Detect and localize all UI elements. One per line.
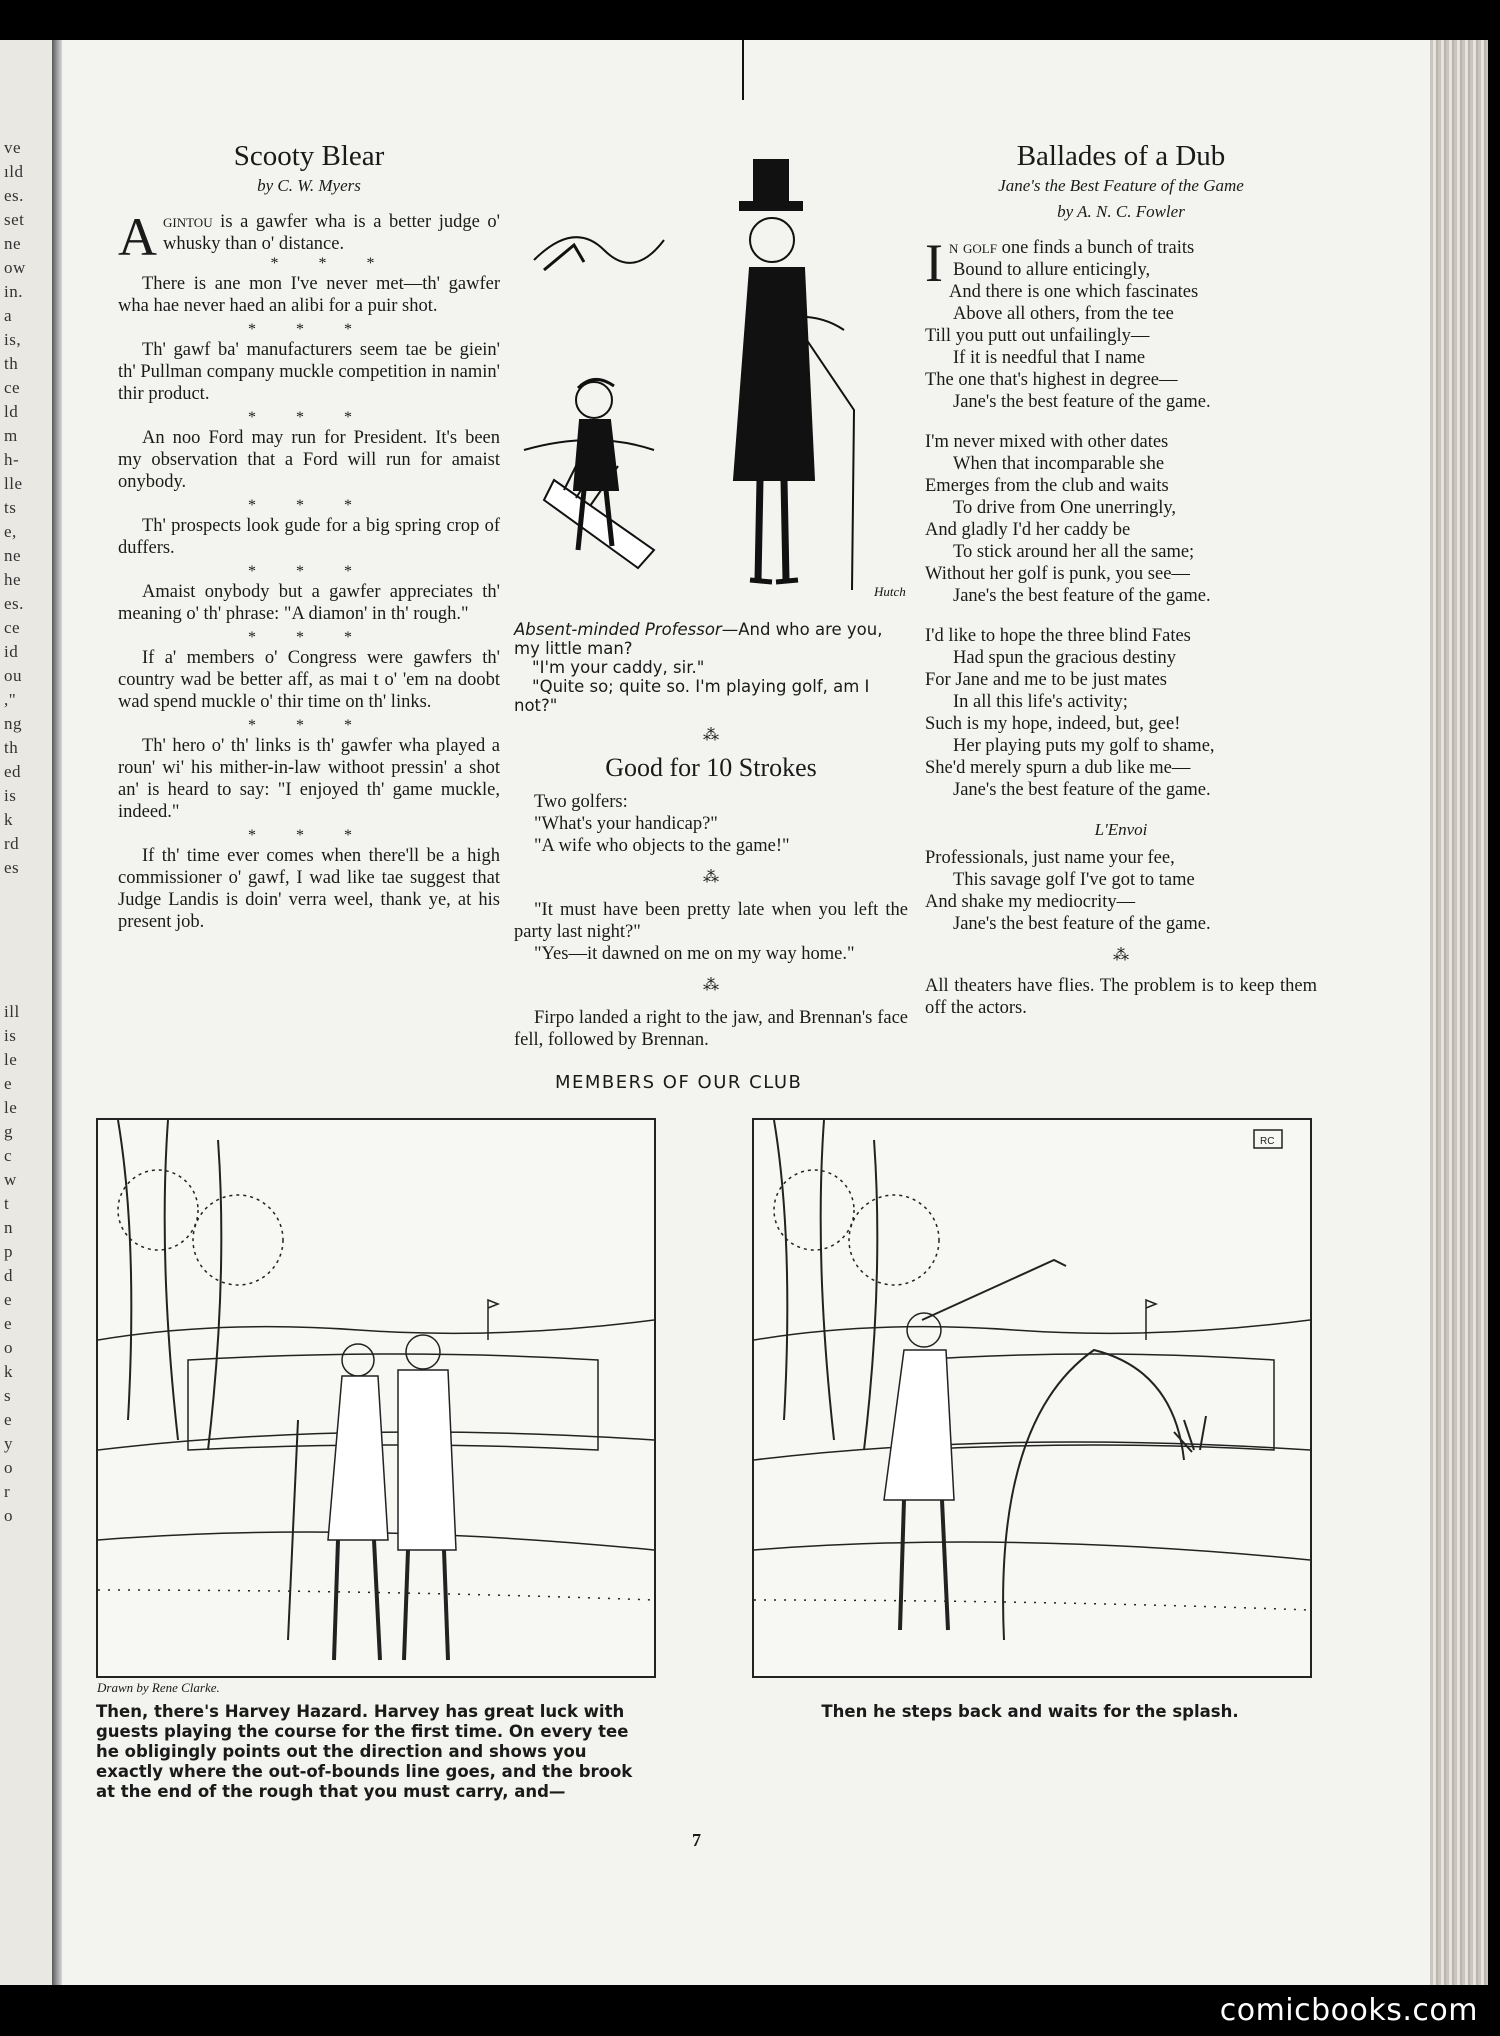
ballades-byline: by A. N. C. Fowler <box>1057 202 1185 221</box>
poem-line: I'm never mixed with other dates <box>925 432 1169 452</box>
scooty-blear-paragraph: An noo Ford may run for President. It's been my observation that a Ford will run for amaist onybody. <box>118 428 500 492</box>
star-separator: * * * <box>248 321 370 338</box>
poem-line: The one that's highest in degree— <box>925 370 1178 390</box>
center-column <box>514 150 908 1051</box>
facing-page-fragment: ," <box>4 690 17 709</box>
ornament: ⁂ <box>703 727 719 744</box>
watermark-text: comicbooks.com <box>1219 1993 1478 2028</box>
ornament: ⁂ <box>703 977 719 994</box>
facing-page-fragment: set <box>4 210 25 229</box>
facing-page-fragment: ve <box>4 138 22 157</box>
poem-stanza <box>925 259 1317 413</box>
ballades-column <box>925 140 1317 1019</box>
facing-page-fragment: he <box>4 570 22 589</box>
drop-cap: A <box>118 207 157 267</box>
left-panel-caption: Then, there's Harvey Hazard. Harvey has great luck with guests playing the course for the first time. On every tee he obligingly points out the direction and shows you exactly where the out-of-bounds line goes, and the brook at the end of the rough that you must carry, and— <box>96 1702 633 1801</box>
facing-page-fragment: h- <box>4 450 20 469</box>
star-separator: * * * <box>248 497 370 514</box>
facing-page-fragment: ld <box>4 402 19 421</box>
facing-page-fragment: ce <box>4 378 21 397</box>
facing-page-fragment: k <box>4 1362 13 1381</box>
poem-line: Jane's the best feature of the game. <box>953 392 1211 412</box>
scooty-blear-paragraph: There is ane mon I've never met—th' gawfer wha hae never haed an alibi for a puir shot. <box>118 274 500 316</box>
poem-line: To drive from One unerringly, <box>953 498 1177 518</box>
star-separator: * * * <box>248 409 370 426</box>
facing-page-fragment: th <box>4 738 19 757</box>
scan-mark <box>742 40 744 100</box>
facing-page-fragment: e <box>4 1410 13 1429</box>
facing-page-fragment: lle <box>4 474 23 493</box>
facing-page-fragment: w <box>4 1170 17 1189</box>
facing-page-fragment: ne <box>4 546 22 565</box>
right-panel-caption: Then he steps back and waits for the splash. <box>821 1702 1239 1721</box>
facing-page-fragment: o <box>4 1506 13 1525</box>
facing-page-fragment: is <box>4 1026 17 1045</box>
star-separator: * * * <box>270 255 393 272</box>
ornament: ⁂ <box>703 869 719 886</box>
facing-page-edge <box>0 40 52 1985</box>
facing-page-fragment: is <box>4 786 17 805</box>
poem-line: Jane's the best feature of the game. <box>953 586 1211 606</box>
facing-page-fragment: le <box>4 1098 18 1117</box>
facing-page-fragment: es. <box>4 186 24 205</box>
ballades-title: Ballades of a Dub <box>1016 140 1226 172</box>
joke-line: Firpo landed a right to the jaw, and Brennan's face fell, followed by Brennan. <box>514 1008 908 1050</box>
poem-line: She'd merely spurn a dub like me— <box>925 758 1191 778</box>
page-stack-edge <box>1430 40 1488 1985</box>
facing-page-fragment: ts <box>4 498 17 517</box>
cartoon-caption: Absent-minded Professor—And who are you, my little man? "I'm your caddy, sir." "Quite so; quite so. I'm playing golf, am I not?" <box>514 620 883 715</box>
facing-page-fragment: es <box>4 858 20 877</box>
page-number: 7 <box>692 1830 701 1850</box>
facing-page-fragment: g <box>4 1122 13 1141</box>
facing-page-fragment: n <box>4 1218 13 1237</box>
envoi-title: L'Envoi <box>1094 820 1148 839</box>
joke-line: "A wife who objects to the game!" <box>534 836 790 856</box>
scooty-blear-title: Scooty Blear <box>233 140 385 172</box>
facing-page-fragment: r <box>4 1482 11 1501</box>
facing-page-fragment: o <box>4 1338 13 1357</box>
poem-line: Above all others, from the tee <box>953 304 1174 324</box>
poem-line: This savage golf I've got to tame <box>953 870 1195 890</box>
facing-page-fragment: le <box>4 1050 18 1069</box>
facing-page-fragment: m <box>4 426 18 445</box>
facing-page-fragment: es. <box>4 594 24 613</box>
scooty-blear-paragraph: Th' hero o' th' links is th' gawfer wha played a roun' wi' his mither-in-law withoot pressin' a shot an' is heard to say: "I enjoyed th' game muckle, indeed." <box>118 736 500 822</box>
facing-page-fragment: ow <box>4 258 26 277</box>
facing-page-fragment: in. <box>4 282 23 301</box>
facing-page-fragment: ou <box>4 666 22 685</box>
joke-line: "It must have been pretty late when you left the party last night?" <box>514 900 908 942</box>
facing-page-fragment: e <box>4 1290 13 1309</box>
facing-page-fragment: ill <box>4 1002 20 1021</box>
scooty-blear-paragraph: Th' gawf ba' manufacturers seem tae be giein' th' Pullman company muckle competition in namin' thir product. <box>118 340 500 404</box>
facing-page-fragment: d <box>4 1266 13 1285</box>
poem-stanza <box>925 431 1317 607</box>
poem-line: In all this life's activity; <box>953 692 1128 712</box>
scooty-blear-paragraph: Th' prospects look gude for a big spring crop of duffers. <box>118 516 500 558</box>
facing-page-fragment: y <box>4 1434 13 1453</box>
facing-page-fragment: id <box>4 642 19 661</box>
facing-page-fragment: o <box>4 1458 13 1477</box>
facing-page-fragment: s <box>4 1386 12 1405</box>
facing-page-fragment: c <box>4 1146 13 1165</box>
joke-line: "What's your handicap?" <box>534 814 718 834</box>
poem-line: And there is one which fascinates <box>948 282 1199 302</box>
facing-page-fragment: ng <box>4 714 22 733</box>
poem-line: Jane's the best feature of the game. <box>953 780 1211 800</box>
facing-page-fragment: e <box>4 1314 13 1333</box>
scooty-blear-paragraph: Amaist onybody but a gawfer appreciates th' meaning o' th' phrase: "A diamon' in th' rough." <box>118 582 500 624</box>
caption-speaker: Absent-minded Professor <box>514 620 722 639</box>
poem-line: Professionals, just name your fee, <box>925 848 1175 868</box>
cartoon-signature: Hutch <box>874 584 906 599</box>
ballades-lead: In golf one finds a bunch of traits <box>925 233 1195 293</box>
scooty-blear-column <box>118 140 500 937</box>
poem-line: For Jane and me to be just mates <box>925 670 1167 690</box>
poem-line: Emerges from the club and waits <box>925 476 1169 496</box>
drop-cap: I <box>925 233 943 293</box>
facing-page-fragment: ed <box>4 762 22 781</box>
ornament: ⁂ <box>1113 947 1129 964</box>
facing-page-fragment: ne <box>4 234 22 253</box>
facing-page-fragment: e <box>4 1074 13 1093</box>
poem-line: And shake my mediocrity— <box>925 892 1136 912</box>
scooty-blear-paragraph: If a' members o' Congress were gawfers th' country wad be better aff, as mai t o' 'em na doobt wad spend muckle o' thir time on th' links. <box>118 648 500 712</box>
facing-page-fragment: ıld <box>4 162 24 181</box>
poem-line: Bound to allure enticingly, <box>953 260 1151 280</box>
poem-line: Till you putt out unfailingly— <box>925 326 1150 346</box>
good-for-10-strokes-title: Good for 10 Strokes <box>605 753 817 782</box>
poem-line: If it is needful that I name <box>953 348 1146 368</box>
left-golf-panel <box>96 1118 656 1678</box>
panel-initials: RC <box>1260 1136 1275 1147</box>
facing-page-fragment: a <box>4 306 13 325</box>
poem-line: Such is my hope, indeed, but, gee! <box>925 714 1181 734</box>
artist-credit: Drawn by Rene Clarke. <box>97 1680 220 1695</box>
star-separator: * * * <box>248 717 370 734</box>
scooty-blear-byline: by C. W. Myers <box>257 176 361 195</box>
star-separator: * * * <box>248 629 370 646</box>
harvey-pointing-illustration <box>98 1120 654 1676</box>
star-separator: * * * <box>248 827 370 844</box>
harvey-splash-illustration <box>754 1120 1310 1676</box>
poem-line: When that incomparable she <box>953 454 1165 474</box>
poem-line: Jane's the best feature of the game. <box>953 914 1211 934</box>
poem-line: Her playing puts my golf to shame, <box>953 736 1215 756</box>
professor-caddy-cartoon <box>514 150 908 610</box>
facing-page-fragment: t <box>4 1194 10 1213</box>
facing-page-fragment: th <box>4 354 19 373</box>
right-golf-panel <box>752 1118 1312 1678</box>
facing-page-fragment: ce <box>4 618 21 637</box>
ballades-subtitle: Jane's the Best Feature of the Game <box>998 176 1244 195</box>
poem-line: I'd like to hope the three blind Fates <box>925 626 1191 646</box>
flies-joke: All theaters have flies. The problem is to keep them off the actors. <box>925 976 1317 1018</box>
poem-stanza <box>925 625 1317 801</box>
facing-page-fragment: rd <box>4 834 20 853</box>
poem-line: Had spun the gracious destiny <box>953 648 1176 668</box>
facing-page-fragment: e, <box>4 522 17 541</box>
facing-page-fragment: is, <box>4 330 22 349</box>
facing-page-fragment: k <box>4 810 13 829</box>
book-gutter <box>52 40 62 1985</box>
poem-line: To stick around her all the same; <box>953 542 1195 562</box>
joke-line: "Yes—it dawned on me on my way home." <box>534 944 855 964</box>
joke-line: Two golfers: <box>534 792 628 812</box>
scooty-blear-lead: Agintou is a gawfer wha is a better judge o' whusky than o' distance. <box>118 207 500 267</box>
scooty-blear-paragraph: If th' time ever comes when there'll be a high commissioner o' gawf, I wad like tae suggest that Judge Landis is doin' verra weel, thank ye, at his present job. <box>118 846 500 932</box>
star-separator: * * * <box>248 563 370 580</box>
facing-page-fragment: p <box>4 1242 13 1261</box>
poem-line: Without her golf is punk, you see— <box>925 564 1190 584</box>
poem-line: And gladly I'd her caddy be <box>925 520 1131 540</box>
members-header: MEMBERS OF OUR CLUB <box>555 1072 803 1093</box>
